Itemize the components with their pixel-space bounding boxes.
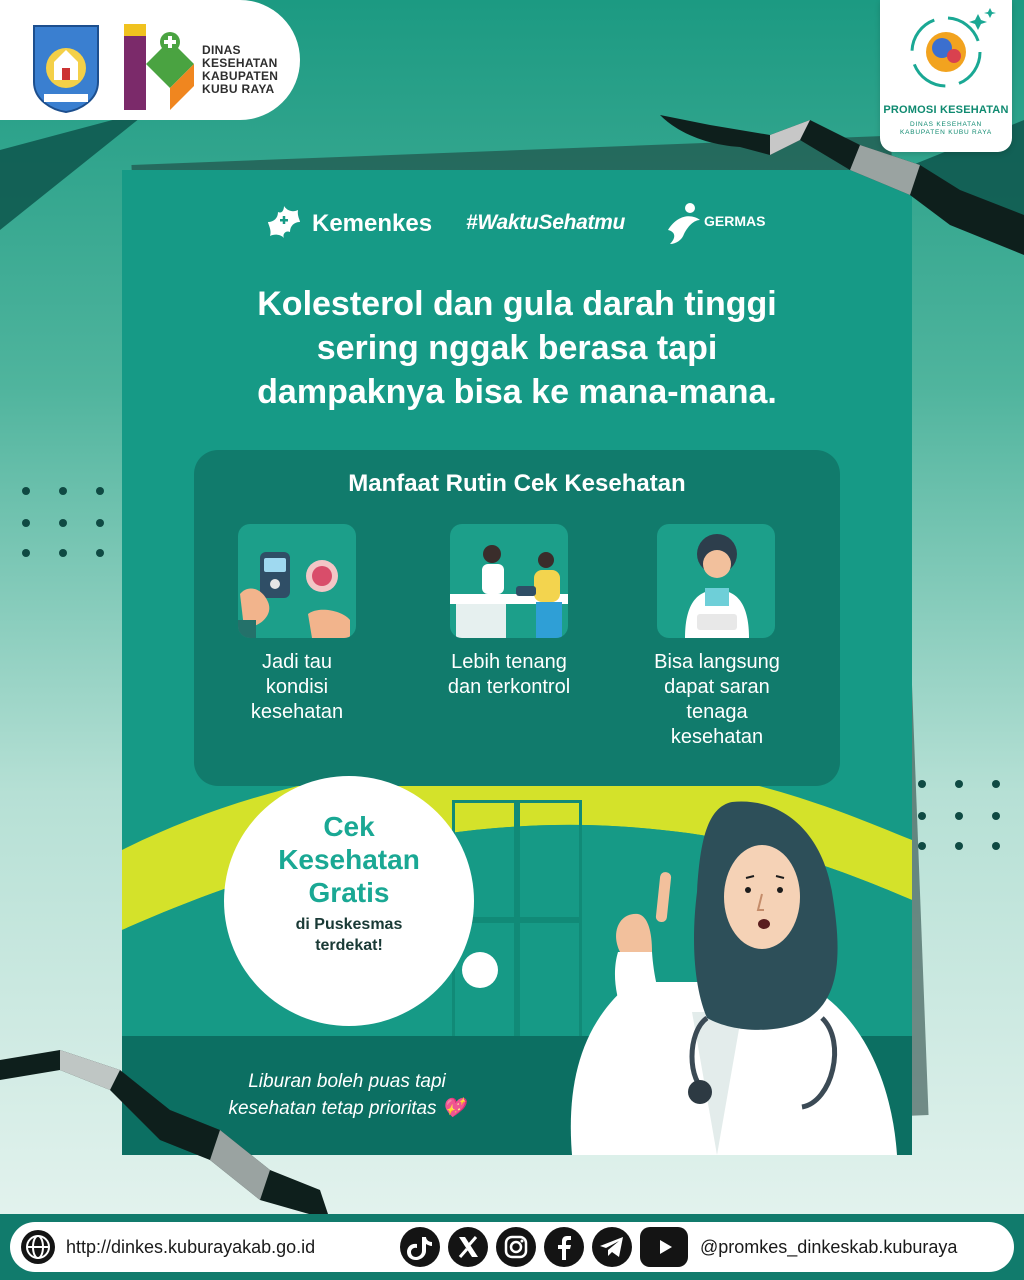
germas-brand-label: GERMAS	[704, 213, 766, 229]
instagram-icon[interactable]	[496, 1227, 536, 1267]
poster-tagline: Liburan boleh puas tapi kesehatan tetap prioritas 💖	[228, 1071, 466, 1119]
agency-name: DINAS KESEHATAN KABUPATEN KUBU RAYA	[202, 43, 279, 96]
header-logo-bar	[0, 0, 300, 120]
blood-glucose-test-icon	[238, 524, 356, 638]
poster-headline	[152, 282, 882, 414]
health-worker-icon	[657, 524, 775, 638]
benefits-title: Manfaat Rutin Cek Kesehatan	[348, 470, 686, 497]
telegram-icon[interactable]	[592, 1227, 632, 1267]
benefit-card-advice	[657, 524, 775, 638]
tiktok-icon[interactable]	[400, 1227, 440, 1267]
headline-line: dampaknya bisa ke mana-mana.	[257, 373, 777, 411]
benefits-panel	[194, 450, 840, 786]
benefit-label-glucose: Jadi tau kondisi kesehatan	[250, 651, 344, 723]
dinkes-logo-icon	[124, 24, 194, 110]
kubu-raya-regency-emblem-icon	[30, 22, 102, 114]
benefit-label-advice: Bisa langsung dapat saran tenaga kesehatan	[654, 651, 780, 748]
headline-line: Kolesterol dan gula darah tinggi	[257, 285, 777, 323]
doctor-illustration	[502, 782, 912, 1155]
promkes-title: PROMOSI KESEHATAN	[883, 104, 1009, 116]
benefit-card-checkup	[450, 524, 568, 638]
globe-icon	[20, 1229, 56, 1265]
promkes-subtitle: DINAS KESEHATAN KABUPATEN KUBU RAYA	[899, 121, 992, 136]
footer-contact-strip	[10, 1222, 1014, 1272]
benefit-card-glucose	[238, 524, 356, 638]
free-checkup-heading: Cek Kesehatan Gratis	[278, 811, 420, 908]
poster	[122, 170, 912, 1155]
facebook-icon[interactable]	[544, 1227, 584, 1267]
footer-bar	[0, 1214, 1024, 1280]
ribbon-decoration-bottom	[0, 1050, 340, 1230]
x-icon[interactable]	[448, 1227, 488, 1267]
benefit-label-checkup: Lebih tenang dan terkontrol	[447, 651, 571, 698]
social-handle-link[interactable]: @promkes_dinkeskab.kuburaya	[700, 1237, 958, 1257]
blood-pressure-check-icon	[450, 524, 568, 638]
kemenkes-logo-icon	[264, 202, 304, 242]
promkes-logo-icon	[894, 6, 998, 100]
dot-grid-right	[918, 780, 1002, 850]
youtube-icon[interactable]	[640, 1227, 688, 1267]
headline-line: sering nggak berasa tapi	[316, 329, 718, 367]
website-link[interactable]: http://dinkes.kuburayakab.go.id	[66, 1237, 316, 1257]
free-checkup-location: di Puskesmas terdekat!	[295, 916, 403, 954]
kemenkes-brand-label: Kemenkes	[312, 210, 433, 237]
waktu-sehatmu-hashtag: #WaktuSehatmu	[466, 211, 626, 234]
thought-bubble-tail	[462, 952, 498, 988]
promkes-badge	[880, 0, 1012, 152]
